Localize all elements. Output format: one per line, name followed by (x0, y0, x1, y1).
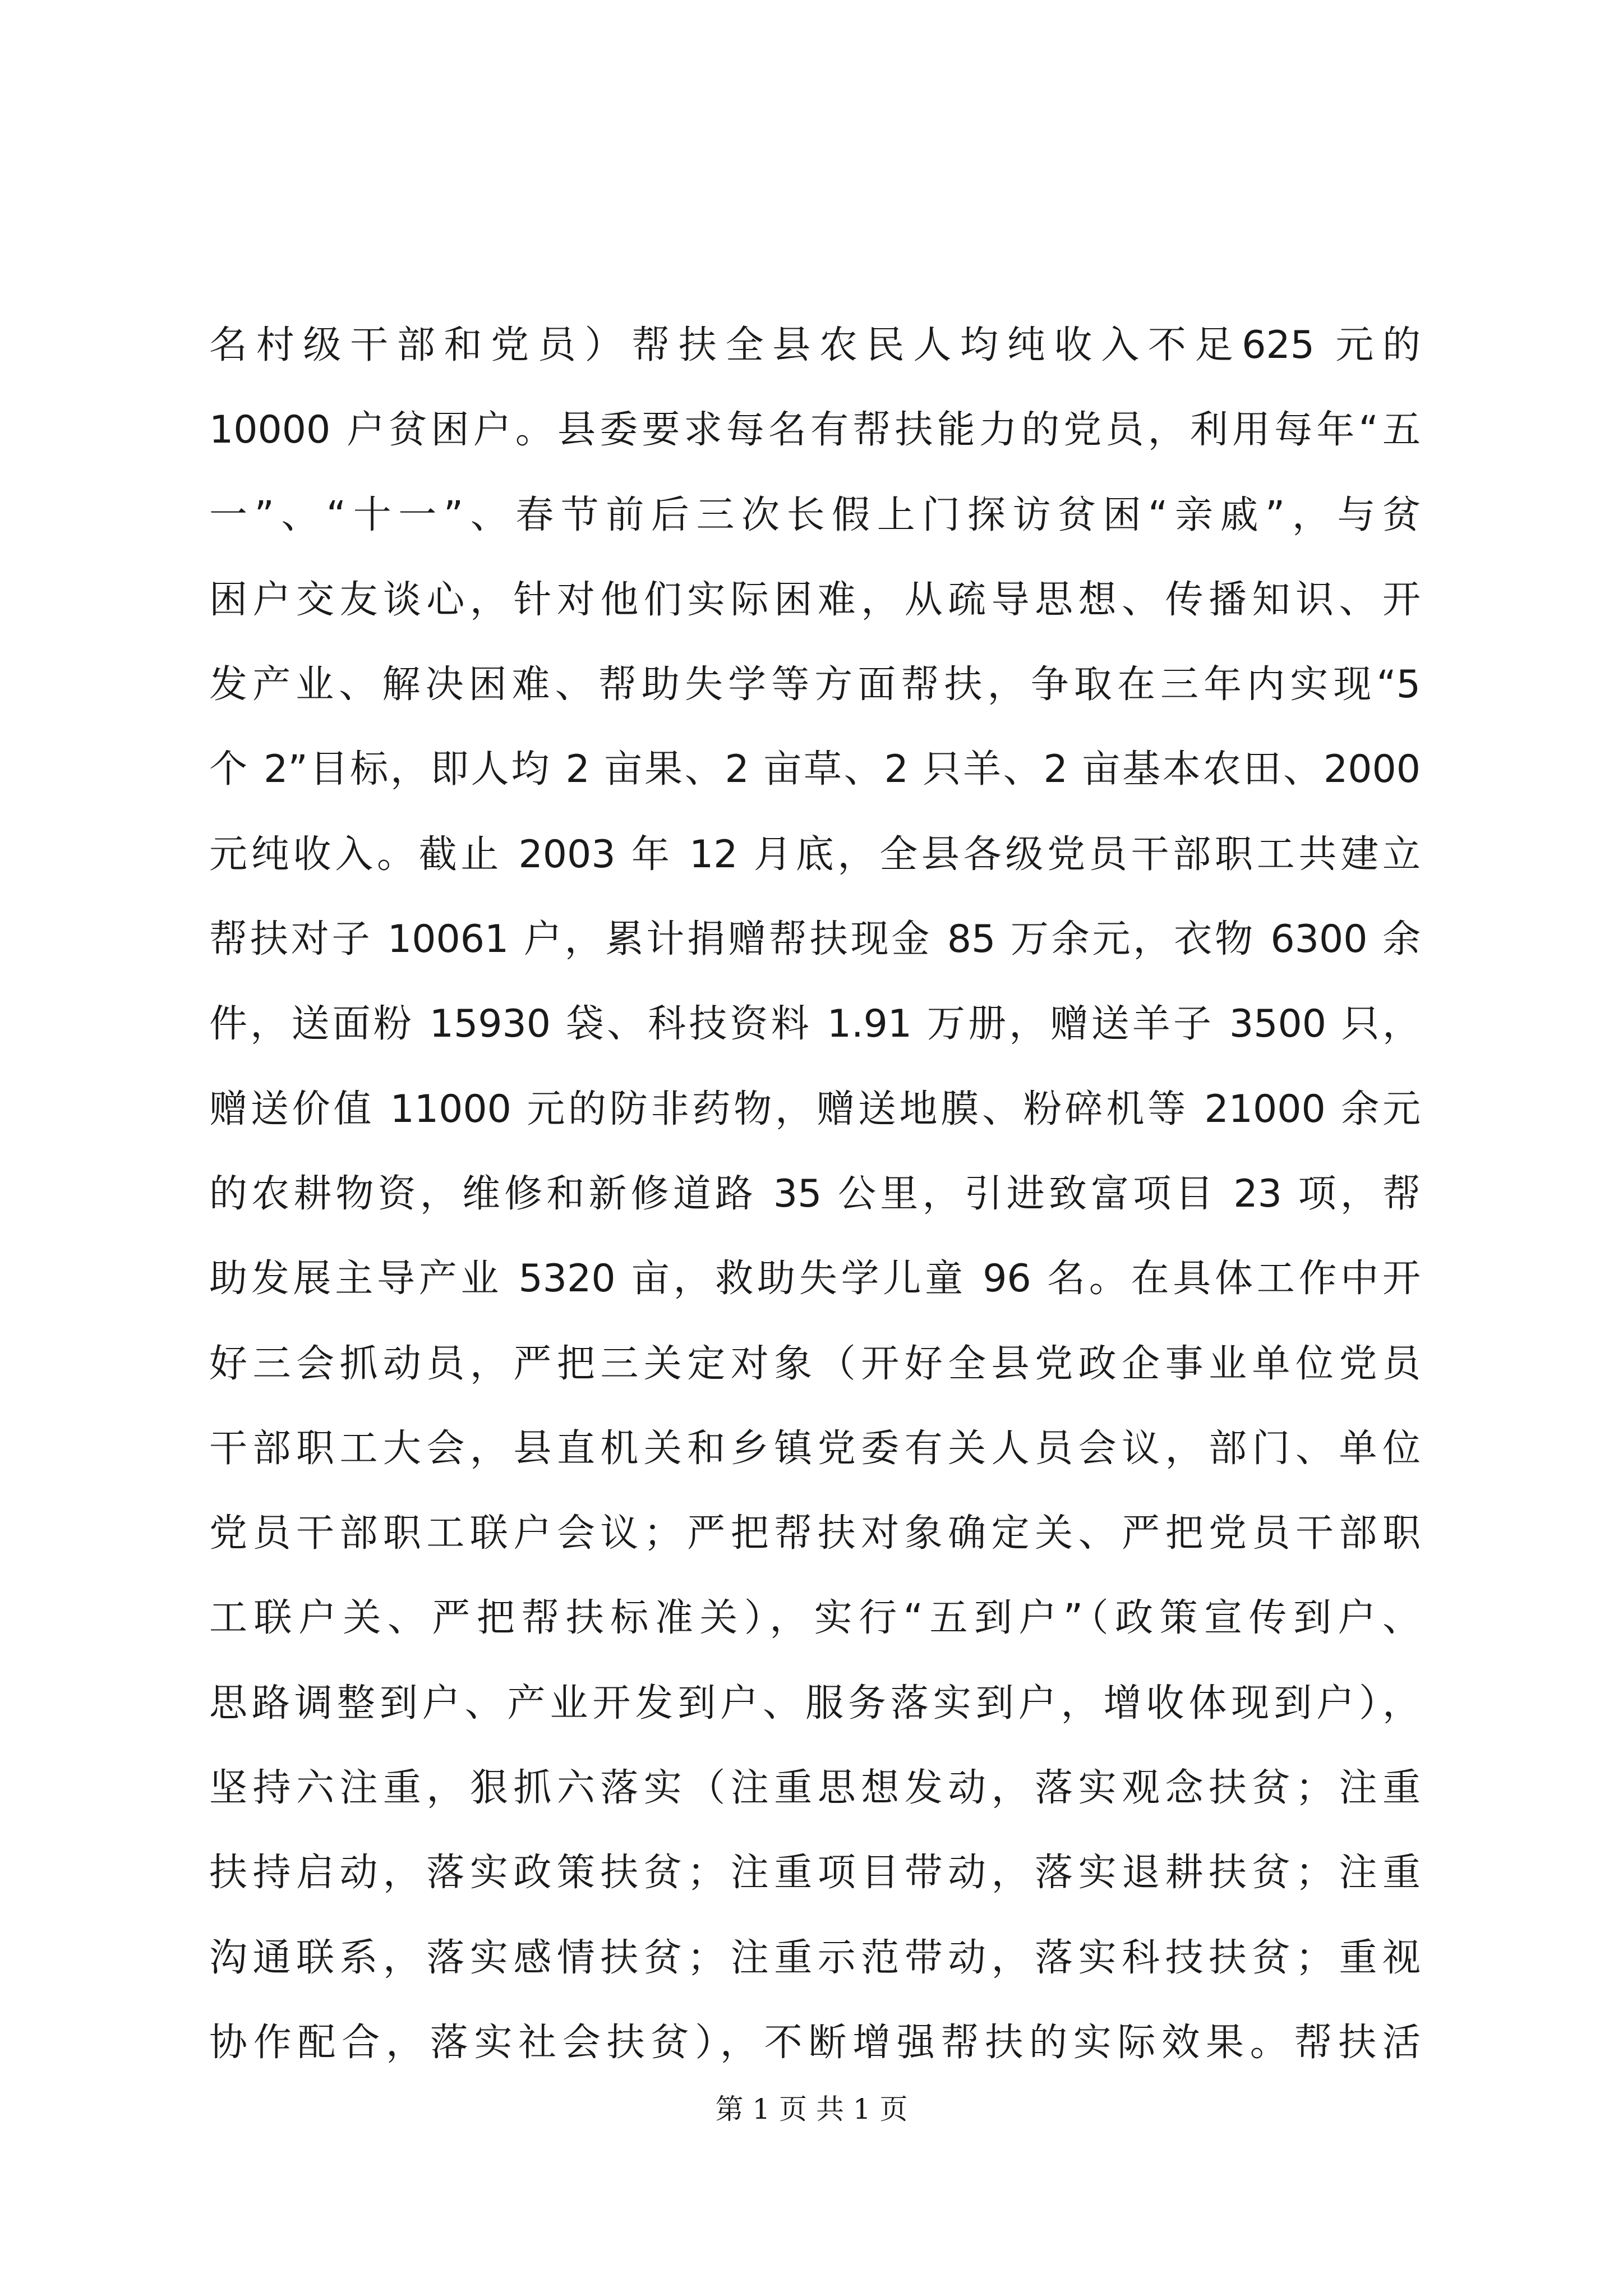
text-line: 助发展主导产业 5320 亩，救助失学儿童 96 名。在具体工作中开 (209, 1257, 1421, 1301)
text-line: 个 2”目标，即人均 2 亩果、2 亩草、2 只羊、2 亩基本农田、2000 (209, 747, 1421, 792)
text-line: 干部职工大会，县直机关和乡镇党委有关人员会议，部门、单位 (209, 1426, 1421, 1471)
text-line: 名村级干部和党员）帮扶全县农民人均纯收入不足625 元的 (209, 323, 1421, 367)
text-line: 协作配合，落实社会扶贫），不断增强帮扶的实际效果。帮扶活 (209, 2020, 1421, 2065)
text-line: 困户交友谈心，针对他们实际困难，从疏导思想、传播知识、开 (209, 577, 1421, 622)
text-line: 思路调整到户、产业开发到户、服务落实到户，增收体现到户）， (209, 1681, 1421, 1726)
text-line: 10000 户贫困户。县委要求每名有帮扶能力的党员，利用每年“五 (209, 408, 1421, 453)
text-line: 一”、“十一”、春节前后三次长假上门探访贫困“亲戚”，与贫 (209, 493, 1421, 537)
text-line: 工联户关、严把帮扶标准关），实行“五到户”（政策宣传到户、 (209, 1596, 1421, 1641)
text-line: 扶持启动，落实政策扶贫；注重项目带动，落实退耕扶贫；注重 (209, 1851, 1421, 1895)
text-line: 的农耕物资，维修和新修道路 35 公里，引进致富项目 23 项，帮 (209, 1171, 1421, 1216)
text-line: 元纯收入。截止 2003 年 12 月底，全县各级党员干部职工共建立 (209, 832, 1421, 877)
body-text (209, 303, 1421, 2085)
text-line: 坚持六注重，狠抓六落实（注重思想发动，落实观念扶贫；注重 (209, 1766, 1421, 1811)
text-line: 党员干部职工联户会议；严把帮扶对象确定关、严把党员干部职 (209, 1511, 1421, 1556)
text-line: 件，送面粉 15930 袋、科技资料 1.91 万册，赠送羊子 3500 只， (209, 1002, 1421, 1047)
text-line: 发产业、解决困难、帮助失学等方面帮扶，争取在三年内实现“5 (209, 662, 1421, 707)
text-line: 好三会抓动员，严把三关定对象（开好全县党政企事业单位党员 (209, 1341, 1421, 1386)
text-line: 赠送价值 11000 元的防非药物，赠送地膜、粉碎机等 21000 余元 (209, 1087, 1421, 1131)
page-footer: 第 1 页 共 1 页 (715, 2093, 908, 2125)
text-line: 帮扶对子 10061 户，累计捐赠帮扶现金 85 万余元，衣物 6300 余 (209, 917, 1421, 962)
text-line: 沟通联系，落实感情扶贫；注重示范带动，落实科技扶贫；重视 (209, 1935, 1421, 1980)
